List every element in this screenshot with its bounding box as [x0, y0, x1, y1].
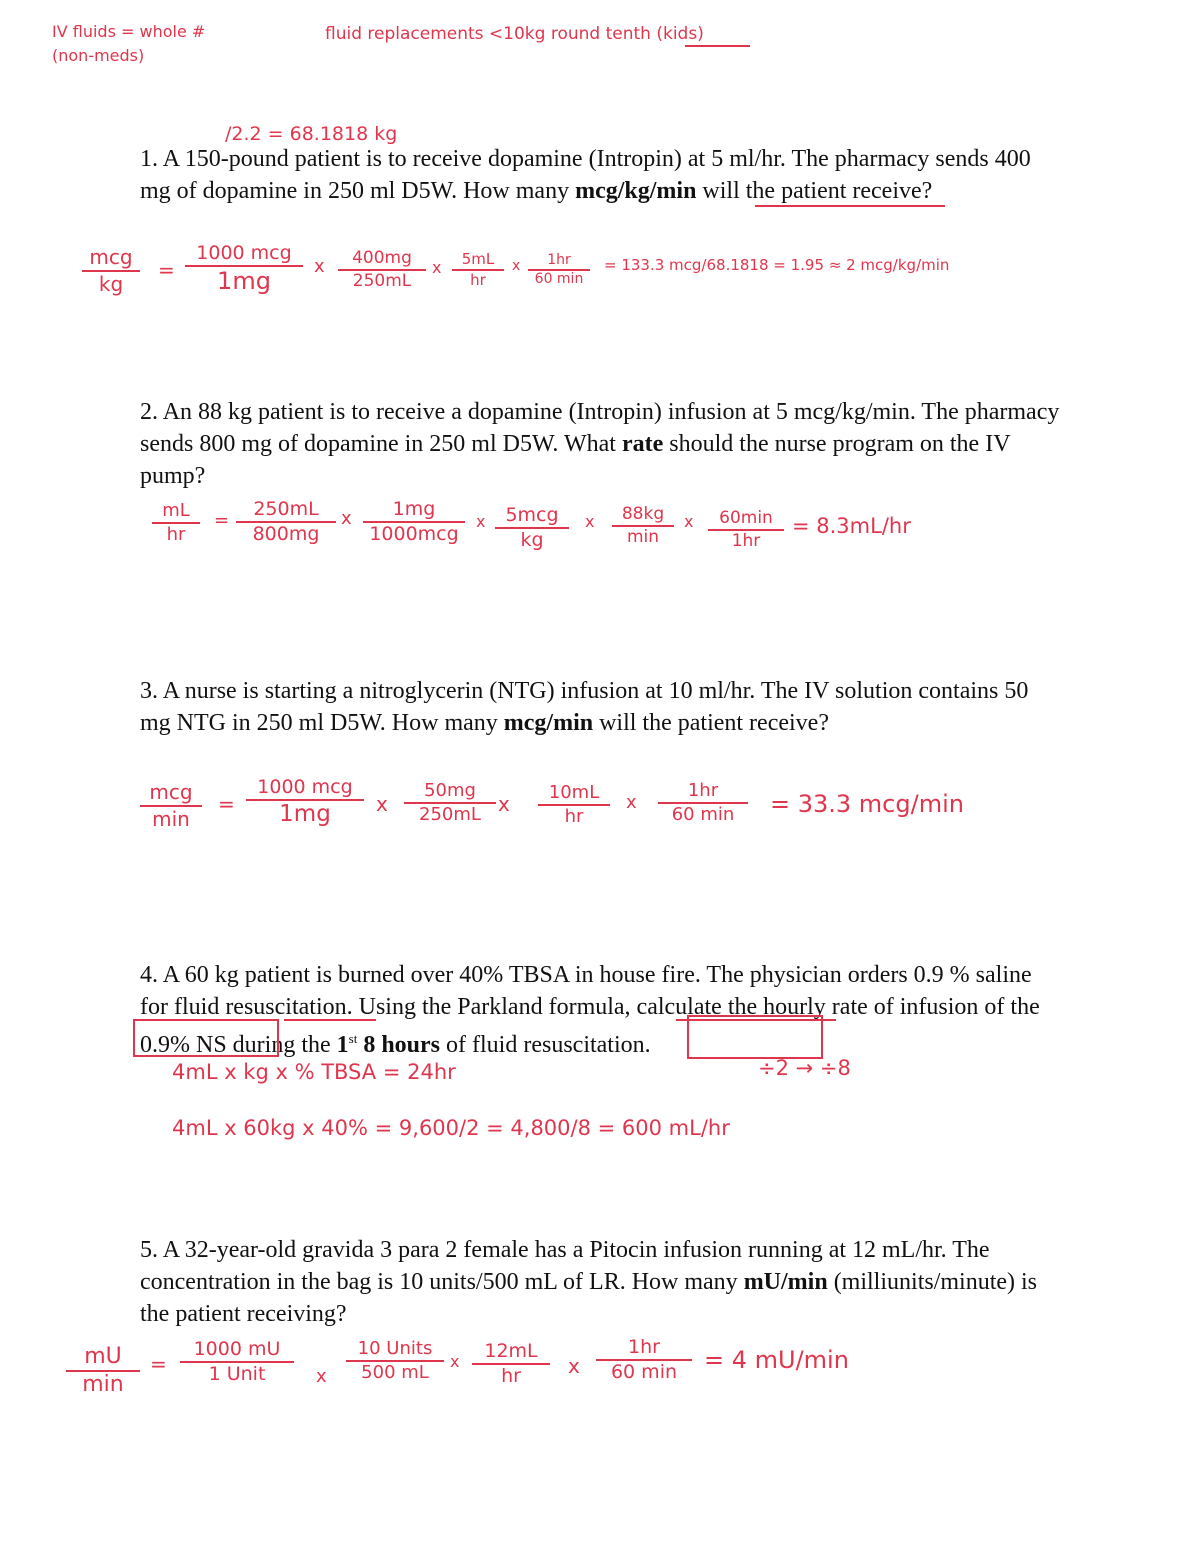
q3-text-b: will the patient receive? — [593, 710, 829, 736]
q5-equals: = — [150, 1352, 167, 1376]
q4-hourly-rate-box — [133, 1019, 279, 1057]
q1-times-1: x — [314, 256, 325, 277]
q3-times-1: x — [376, 792, 388, 816]
q5-result: = 4 mU/min — [704, 1346, 849, 1374]
q5-factor-3: $\frac{12mL}{hr}$ — [472, 1340, 550, 1387]
q5-number: 5. — [140, 1237, 158, 1263]
q3-factor-2: $\frac{50mg}{250mL}$ — [404, 780, 496, 825]
tenth-underline — [685, 45, 750, 47]
q2-times-2: x — [476, 512, 486, 531]
q4-bold: 8 hours — [357, 1032, 441, 1058]
q3-factor-4: 1hr 60 min — [658, 780, 748, 825]
q2-times-3: x — [585, 512, 595, 531]
q4-first-8-hours-box — [687, 1015, 823, 1059]
q4-number: 4. — [140, 962, 158, 988]
q2-equals: = — [214, 510, 230, 531]
q1-result: = 133.3 mcg/68.1818 = 1.95 ≈ 2 mcg/kg/min — [604, 256, 950, 274]
q1-lhs: mcg kg — [82, 245, 140, 296]
q2-factor-1: $\frac{250mL}{800mg}$ — [236, 498, 336, 545]
q5-times-3: x — [568, 1354, 580, 1378]
q4-text-a: A 60 kg patient is burned over 40% TBSA in house fire. The physician orders 0.9 % saline for fluid resuscitation. Using the Parkland formula, calculate the hourly rate of infusion of the 0.9% NS during the — [140, 962, 1040, 1058]
q2-text-a: An 88 kg patient is to receive a dopamine (Intropin) infusion at 5 mcg/kg/min. The pharmacy sends 800 mg of dopamine in 250 ml D5W. What — [140, 399, 1060, 457]
q2-factor-2: 1mg 1000mcg — [363, 498, 465, 545]
q1-weight-conversion: /2.2 = 68.1818 kg — [225, 123, 398, 145]
question-2 — [140, 396, 1060, 492]
q3-number: 3. — [140, 678, 158, 704]
q2-factor-5: 60min 1hr — [708, 508, 784, 551]
note-non-meds: (non-meds) — [52, 46, 145, 65]
q3-result: = 33.3 mcg/min — [770, 790, 964, 818]
q5-lhs: mU min — [66, 1344, 140, 1397]
q3-times-3: x — [626, 792, 637, 813]
q1-factor-3: $\frac{5mL}{hr}$ — [452, 250, 504, 289]
q1-times-3: x — [512, 258, 521, 274]
note-fluid-replacement: fluid replacements <10kg round tenth (kids) — [325, 24, 704, 44]
q5-text-a: A 32-year-old gravida 3 para 2 female has a Pitocin infusion running at 12 mL/hr. The concentration in the bag is 10 units/500 mL of LR. How many — [140, 1237, 990, 1295]
q5-times-2: x — [450, 1352, 460, 1371]
q1-underline — [755, 205, 945, 207]
q5-text-b: (milliunits/minute) is the patient receiving? — [140, 1269, 1038, 1327]
q4-calculation: 4mL x 60kg x 40% = 9,600/2 = 4,800/8 = 600 mL/hr — [172, 1116, 730, 1140]
q5-bold: mU/min — [743, 1269, 828, 1295]
q5-factor-1: 1000 mU 1 Unit — [180, 1338, 294, 1385]
q1-times-2: x — [432, 258, 442, 277]
q3-times-2: x — [498, 792, 510, 816]
q1-text-a: A 150-pound patient is to receive dopamine (Intropin) at 5 ml/hr. The pharmacy sends 400 mg of dopamine in 250 ml D5W. How many — [140, 146, 1031, 204]
q5-factor-4: 1hr 60 min — [596, 1336, 692, 1383]
q2-result: = 8.3mL/hr — [792, 514, 911, 538]
q1-text-b: will the patient receive? — [696, 178, 933, 204]
question-3 — [140, 675, 1060, 739]
question-5 — [140, 1234, 1060, 1330]
q4-first: 1 — [336, 1032, 349, 1058]
q4-formula: 4mL x kg x % TBSA = 24hr — [172, 1060, 456, 1084]
q1-factor-4: 1hr 60 min — [528, 252, 590, 287]
q3-factor-3: $\frac{10mL}{hr}$ — [538, 782, 610, 827]
q1-equals: = — [158, 258, 175, 282]
q3-equals: = — [218, 792, 235, 816]
q5-times-1: x — [316, 1366, 327, 1387]
q4-saline-underline — [284, 1019, 376, 1021]
q3-text-a: A nurse is starting a nitroglycerin (NTG) infusion at 10 ml/hr. The IV solution contains 50 mg NTG in 250 ml D5W. How many — [140, 678, 1029, 736]
q3-factor-1: 1000 mcg 1mg — [246, 776, 364, 827]
q1-factor-2: $\frac{400mg}{250mL}$ — [338, 248, 426, 291]
q4-divide-note: ÷2 → ÷8 — [758, 1056, 851, 1080]
q3-bold: mcg/min — [503, 710, 594, 736]
q4-sup: st — [348, 1031, 358, 1046]
q2-text-b: should the nurse program on the IV pump? — [140, 431, 1011, 489]
q1-factor-1: 1000 mcg 1mg — [185, 242, 303, 295]
q2-times-4: x — [684, 512, 694, 531]
q4-text-b: of fluid resuscitation. — [440, 1032, 651, 1058]
q5-factor-2: 10 Units 500 mL — [346, 1338, 444, 1383]
q2-lhs: $\frac{mL}{hr}$ — [152, 500, 200, 545]
q2-number: 2. — [140, 399, 158, 425]
q2-factor-4: 88kg min — [612, 504, 674, 547]
note-iv-fluids: IV fluids = whole # — [52, 22, 206, 41]
question-1 — [140, 143, 1060, 207]
q2-bold: rate — [621, 431, 664, 457]
q3-lhs: mcg min — [140, 780, 202, 831]
q1-bold: mcg/kg/min — [575, 178, 697, 204]
q2-factor-3: 5mcg kg — [495, 504, 569, 551]
q2-times-1: x — [341, 508, 352, 529]
q1-number: 1. — [140, 146, 158, 172]
